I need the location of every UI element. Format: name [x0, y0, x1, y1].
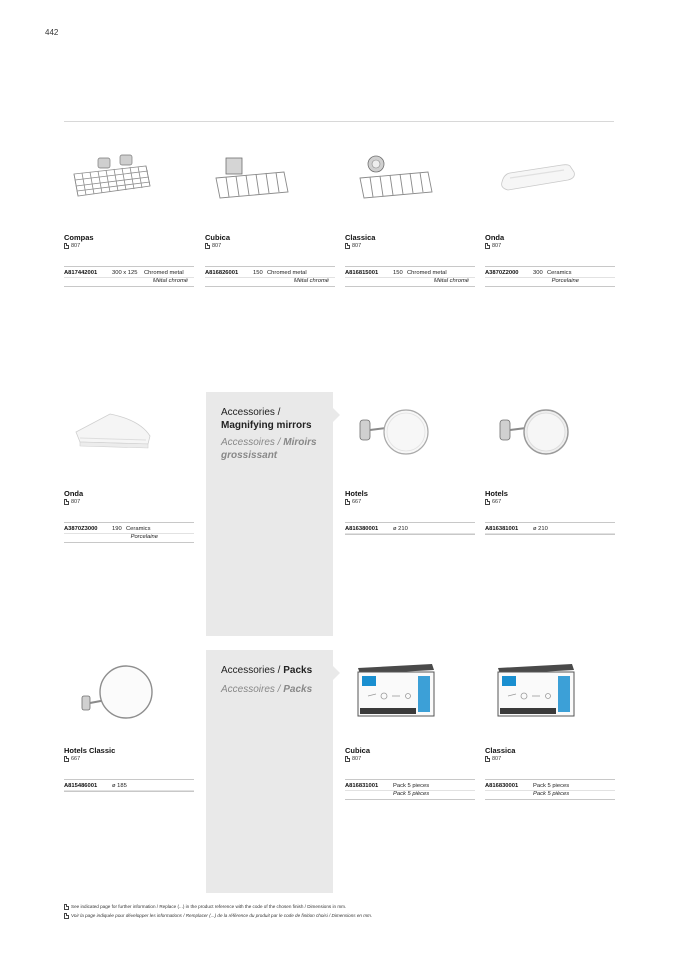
- page-reference-icon: [345, 756, 350, 762]
- dimension-fr: Pack 5 pièces: [533, 791, 570, 797]
- page-reference-icon: [64, 913, 69, 919]
- dimension: 300 x 125: [112, 270, 138, 276]
- page-reference-icon: [485, 499, 490, 505]
- reference-code: A817442001: [64, 270, 98, 276]
- product-name: Classica: [485, 746, 516, 755]
- section-title-prefix: Accessories /: [221, 665, 281, 676]
- product-compas: [64, 233, 194, 287]
- dimension: ø 185: [112, 783, 127, 789]
- finish-fr: Métal chromé: [152, 278, 188, 284]
- product-onda-shelf: [64, 489, 194, 543]
- finish: Ceramics: [126, 526, 151, 532]
- product-name: Hotels: [485, 489, 508, 498]
- reference-table: [64, 522, 194, 543]
- page-reference: 667: [71, 756, 81, 762]
- section-title-prefix: Accessories /: [221, 407, 281, 418]
- soap-basket-cubica-icon: [212, 152, 292, 204]
- dimension: Pack 5 pieces: [393, 783, 430, 789]
- product-name: Classica: [345, 233, 376, 242]
- product-hotels-mirror: [345, 489, 475, 535]
- dimension: ø 210: [393, 526, 408, 532]
- magnifying-mirror-icon: [356, 402, 432, 462]
- page-reference-icon: [64, 243, 69, 249]
- finish: Ceramics: [547, 270, 572, 276]
- dimension: Pack 5 pieces: [533, 783, 570, 789]
- finish-fr: Porcelaine: [130, 534, 158, 540]
- page-reference-icon: [485, 756, 490, 762]
- page-reference-icon: [205, 243, 210, 249]
- ceramic-tray-icon: [496, 158, 580, 198]
- reference-code: A816381001: [485, 526, 519, 532]
- finish-fr: Métal chromé: [433, 278, 469, 284]
- reference-code: A3870Z3000: [64, 526, 98, 532]
- page-number: 442: [45, 28, 59, 37]
- product-name: Onda: [64, 489, 84, 498]
- accessory-pack-box-icon: [354, 660, 438, 720]
- dimension: 150: [393, 270, 403, 276]
- product-cubica: [205, 233, 335, 287]
- page-reference-icon: [64, 756, 69, 762]
- dimension: 300: [533, 270, 543, 276]
- footnote-fr: [64, 912, 372, 919]
- reference-table: [345, 779, 475, 800]
- finish: Chromed metal: [144, 270, 184, 276]
- page-reference: 667: [352, 499, 362, 505]
- extendable-mirror-icon: [76, 660, 156, 724]
- dimension: 190: [112, 526, 122, 532]
- reference-table: [205, 266, 335, 287]
- reference-table: [485, 779, 615, 800]
- product-cubica-pack: [345, 746, 475, 800]
- product-hotels-mirror: [485, 489, 615, 535]
- section-title-bold: Magnifying mirrors: [221, 420, 312, 431]
- product-name: Compas: [64, 233, 94, 242]
- accessory-pack-box-icon: [494, 660, 578, 720]
- page-reference-icon: [64, 499, 69, 505]
- reference-table: [485, 522, 615, 535]
- page-reference: 807: [492, 243, 502, 249]
- product-name: Hotels: [345, 489, 368, 498]
- finish-fr: Porcelaine: [551, 278, 579, 284]
- section-title-fr-prefix: Accessoires /: [221, 684, 281, 695]
- page-reference-icon: [64, 904, 69, 910]
- page-reference: 807: [212, 243, 222, 249]
- section-title: [221, 406, 341, 462]
- reference-code: A3870Z2000: [485, 270, 519, 276]
- finish-fr: Métal chromé: [293, 278, 329, 284]
- reference-code: A816380001: [345, 526, 379, 532]
- footnote-fr-text: Voir la page indiquée pour développer les informations / Remplacer (...) de la référence du produit par le code de finition choisi / Dimensions en mm.: [71, 913, 373, 918]
- page-reference: 807: [71, 499, 81, 505]
- section-title-fr-bold: Miroirs grossissant: [221, 437, 317, 461]
- reference-table: [345, 266, 475, 287]
- page-reference-icon: [345, 499, 350, 505]
- section-title-bold: Packs: [283, 665, 313, 676]
- magnifying-mirror-icon: [496, 402, 572, 462]
- finish: Chromed metal: [267, 270, 307, 276]
- page-reference: 807: [492, 756, 502, 762]
- reference-code: A815486001: [64, 783, 98, 789]
- product-classica: [345, 233, 475, 287]
- top-divider: [64, 121, 614, 122]
- reference-code: A816826001: [205, 270, 239, 276]
- product-name: Hotels Classic: [64, 746, 116, 755]
- page-reference: 807: [352, 243, 362, 249]
- reference-table: [345, 522, 475, 535]
- section-title-fr-prefix: Accessoires /: [221, 437, 281, 448]
- page-reference-icon: [485, 243, 490, 249]
- page-reference: 807: [71, 243, 81, 249]
- soap-basket-classica-icon: [356, 150, 436, 204]
- footnote-en-text: See indicated page for further information / Replace (...) in the product reference with the code of the chosen finish / Dimensions in mm.: [71, 904, 347, 909]
- reference-code: A816831001: [345, 783, 379, 789]
- finish: Chromed metal: [407, 270, 447, 276]
- dimension: 150: [253, 270, 263, 276]
- corner-shelf-icon: [70, 406, 156, 456]
- reference-code: A816830001: [485, 783, 519, 789]
- section-panel-magnifying-mirrors: [206, 392, 333, 636]
- reference-code: A816815001: [345, 270, 379, 276]
- product-onda-tray: [485, 233, 615, 287]
- reference-table: [64, 266, 194, 287]
- page-reference: 807: [352, 756, 362, 762]
- reference-table: [485, 266, 615, 287]
- section-title: [221, 664, 341, 696]
- reference-table: [64, 779, 194, 792]
- product-hotels-classic: [64, 746, 194, 792]
- page-reference: 667: [492, 499, 502, 505]
- dimension: ø 210: [533, 526, 548, 532]
- product-name: Onda: [485, 233, 505, 242]
- footnote-en: [64, 903, 346, 910]
- product-classica-pack: [485, 746, 615, 800]
- section-title-fr-bold: Packs: [283, 684, 313, 695]
- product-name: Cubica: [205, 233, 231, 242]
- product-name: Cubica: [345, 746, 371, 755]
- page-reference-icon: [345, 243, 350, 249]
- section-panel-packs: [206, 650, 333, 893]
- wire-basket-icon: [66, 150, 156, 206]
- dimension-fr: Pack 5 pièces: [393, 791, 430, 797]
